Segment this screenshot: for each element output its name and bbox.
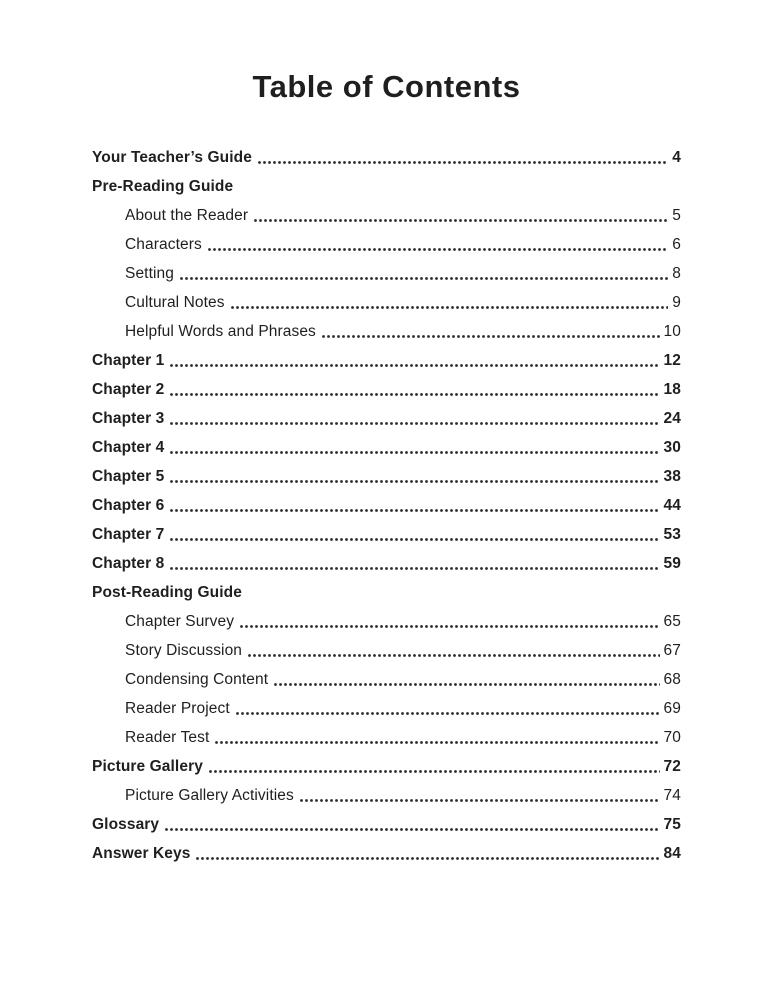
dot-leader: [169, 491, 659, 520]
toc-entry-label: Pre-Reading Guide: [92, 178, 234, 195]
toc-entry-label: Chapter 4: [92, 439, 165, 456]
dot-leader: [247, 636, 660, 665]
toc-entry-label: Chapter 1: [92, 352, 165, 369]
toc-entry-label: Your Teacher’s Guide: [92, 149, 252, 166]
toc-list: [92, 143, 681, 868]
dot-leader: [164, 810, 659, 839]
toc-entry: [92, 810, 681, 839]
toc-entry-page: 9: [672, 294, 681, 311]
toc-entry-page: 69: [663, 700, 681, 717]
toc-entry: [92, 346, 681, 375]
toc-entry-page: 70: [663, 729, 681, 746]
toc-entry: [92, 433, 681, 462]
toc-entry: [92, 375, 681, 404]
toc-entry-page: 67: [663, 642, 681, 659]
toc-entry: [92, 288, 681, 317]
dot-leader: [235, 694, 660, 723]
dot-leader: [239, 607, 659, 636]
toc-entry-page: 75: [663, 816, 681, 833]
toc-entry-label: Post-Reading Guide: [92, 584, 242, 601]
toc-entry-page: 72: [663, 758, 681, 775]
toc-entry-page: 4: [672, 149, 681, 166]
toc-entry: [92, 549, 681, 578]
toc-entry: [92, 317, 681, 346]
toc-entry-label: Reader Test: [125, 729, 210, 746]
toc-entry-label: Chapter 7: [92, 526, 165, 543]
dot-leader: [214, 723, 659, 752]
toc-entry-page: 30: [663, 439, 681, 456]
toc-entry: [92, 781, 681, 810]
dot-leader: [208, 752, 660, 781]
toc-entry-page: 74: [663, 787, 681, 804]
dot-leader: [253, 201, 668, 230]
toc-entry-label: Picture Gallery: [92, 758, 203, 775]
toc-entry-label: Answer Keys: [92, 845, 191, 862]
toc-entry-label: Chapter 2: [92, 381, 165, 398]
toc-entry-page: 65: [663, 613, 681, 630]
toc-entry-page: 59: [663, 555, 681, 572]
toc-entry-label: Story Discussion: [125, 642, 243, 659]
dot-leader: [169, 520, 659, 549]
toc-entry: [92, 520, 681, 549]
toc-entry: [92, 230, 681, 259]
toc-entry: [92, 201, 681, 230]
dot-leader: [207, 230, 668, 259]
dot-leader: [179, 259, 668, 288]
toc-entry-label: Helpful Words and Phrases: [125, 323, 316, 340]
toc-entry-label: Chapter 6: [92, 497, 165, 514]
toc-entry: [92, 462, 681, 491]
toc-entry-page: 68: [663, 671, 681, 688]
dot-leader: [257, 143, 668, 172]
toc-entry-page: 38: [663, 468, 681, 485]
toc-entry-label: Chapter 5: [92, 468, 165, 485]
dot-leader: [321, 317, 660, 346]
toc-entry-page: 24: [663, 410, 681, 427]
toc-entry-page: 84: [663, 845, 681, 862]
toc-entry: [92, 404, 681, 433]
dot-leader: [299, 781, 660, 810]
toc-entry-label: Chapter Survey: [125, 613, 235, 630]
dot-leader: [169, 375, 659, 404]
toc-entry-page: 10: [663, 323, 681, 340]
toc-entry-page: 5: [672, 207, 681, 224]
dot-leader: [230, 288, 669, 317]
toc-entry: [92, 172, 681, 201]
toc-entry-page: 8: [672, 265, 681, 282]
toc-entry: [92, 752, 681, 781]
toc-entry: [92, 723, 681, 752]
toc-entry-label: Setting: [125, 265, 174, 282]
toc-entry: [92, 259, 681, 288]
toc-entry: [92, 143, 681, 172]
toc-entry-label: Chapter 8: [92, 555, 165, 572]
toc-entry: [92, 578, 681, 607]
dot-leader: [169, 404, 659, 433]
dot-leader: [195, 839, 659, 868]
toc-entry: [92, 839, 681, 868]
toc-entry: [92, 665, 681, 694]
toc-entry: [92, 491, 681, 520]
toc-entry: [92, 694, 681, 723]
toc-entry-label: Picture Gallery Activities: [125, 787, 294, 804]
toc-entry: [92, 636, 681, 665]
toc-entry-page: 12: [663, 352, 681, 369]
toc-entry-label: Characters: [125, 236, 202, 253]
dot-leader: [169, 346, 659, 375]
dot-leader: [273, 665, 659, 694]
dot-leader: [169, 549, 659, 578]
toc-entry-label: Reader Project: [125, 700, 230, 717]
toc-entry-label: Cultural Notes: [125, 294, 225, 311]
toc-entry-page: 6: [672, 236, 681, 253]
dot-leader: [169, 433, 659, 462]
toc-entry-page: 18: [663, 381, 681, 398]
toc-entry-page: 44: [663, 497, 681, 514]
toc-entry-label: About the Reader: [125, 207, 249, 224]
toc-entry: [92, 607, 681, 636]
toc-entry-label: Condensing Content: [125, 671, 269, 688]
toc-entry-label: Chapter 3: [92, 410, 165, 427]
toc-entry-page: 53: [663, 526, 681, 543]
toc-entry-label: Glossary: [92, 816, 160, 833]
page-title: Table of Contents: [252, 69, 521, 104]
dot-leader: [169, 462, 659, 491]
